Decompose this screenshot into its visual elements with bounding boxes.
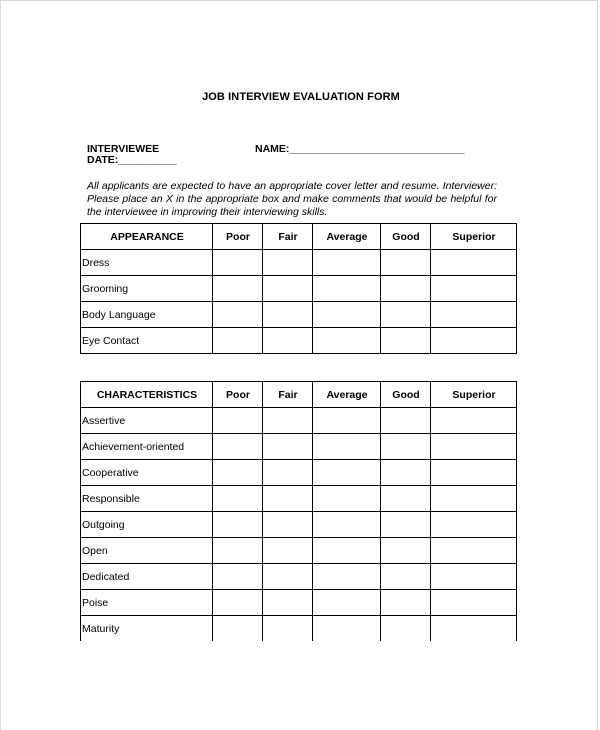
rating-cell[interactable] <box>213 302 263 328</box>
rating-cell[interactable] <box>263 460 313 486</box>
rating-cell[interactable] <box>313 512 381 538</box>
rating-cell[interactable] <box>381 512 431 538</box>
rating-cell[interactable] <box>381 250 431 276</box>
table-row <box>81 302 517 328</box>
row-label: Poise <box>81 590 213 616</box>
row-label: Open <box>81 538 213 564</box>
rating-cell[interactable] <box>213 276 263 302</box>
rating-cell[interactable] <box>381 328 431 354</box>
rating-cell[interactable] <box>263 564 313 590</box>
rating-cell[interactable] <box>313 434 381 460</box>
appearance-table <box>80 223 517 354</box>
row-label: Eye Contact <box>81 328 213 354</box>
col-average: Average <box>313 382 381 408</box>
table-row <box>81 538 517 564</box>
characteristics-header: CHARACTERISTICS <box>81 382 213 408</box>
rating-cell[interactable] <box>213 512 263 538</box>
rating-cell[interactable] <box>263 408 313 434</box>
rating-cell[interactable] <box>313 564 381 590</box>
col-good: Good <box>381 382 431 408</box>
rating-cell[interactable] <box>381 302 431 328</box>
rating-cell[interactable] <box>431 276 517 302</box>
rating-cell[interactable] <box>213 408 263 434</box>
rating-cell[interactable] <box>213 250 263 276</box>
rating-cell[interactable] <box>381 564 431 590</box>
table-row <box>81 434 517 460</box>
table-row <box>81 616 517 642</box>
rating-cell[interactable] <box>213 538 263 564</box>
table-header-row <box>81 224 517 250</box>
rating-cell[interactable] <box>213 328 263 354</box>
rating-cell[interactable] <box>263 590 313 616</box>
row-label: Assertive <box>81 408 213 434</box>
rating-cell[interactable] <box>213 434 263 460</box>
rating-cell[interactable] <box>431 408 517 434</box>
row-label: Outgoing <box>81 512 213 538</box>
row-label: Dress <box>81 250 213 276</box>
rating-cell[interactable] <box>213 590 263 616</box>
rating-cell[interactable] <box>313 408 381 434</box>
rating-cell[interactable] <box>313 302 381 328</box>
col-average: Average <box>313 224 381 250</box>
table-row <box>81 564 517 590</box>
characteristics-table <box>80 381 517 641</box>
rating-cell[interactable] <box>381 460 431 486</box>
appearance-header: APPEARANCE <box>81 224 213 250</box>
rating-cell[interactable] <box>263 250 313 276</box>
row-label: Responsible <box>81 486 213 512</box>
rating-cell[interactable] <box>431 460 517 486</box>
table-row <box>81 276 517 302</box>
rating-cell[interactable] <box>263 486 313 512</box>
row-label: Maturity <box>81 616 213 642</box>
rating-cell[interactable] <box>381 486 431 512</box>
col-fair: Fair <box>263 382 313 408</box>
rating-cell[interactable] <box>381 590 431 616</box>
rating-cell[interactable] <box>381 538 431 564</box>
rating-cell[interactable] <box>431 616 517 642</box>
rating-cell[interactable] <box>381 276 431 302</box>
table-row <box>81 486 517 512</box>
table-row <box>81 328 517 354</box>
rating-cell[interactable] <box>431 302 517 328</box>
col-good: Good <box>381 224 431 250</box>
interviewee-label: INTERVIEWEE <box>87 143 160 155</box>
rating-cell[interactable] <box>213 564 263 590</box>
rating-cell[interactable] <box>313 538 381 564</box>
row-label: Dedicated <box>81 564 213 590</box>
col-poor: Poor <box>213 224 263 250</box>
rating-cell[interactable] <box>313 276 381 302</box>
row-label: Grooming <box>81 276 213 302</box>
rating-cell[interactable] <box>313 250 381 276</box>
table-row <box>81 250 517 276</box>
col-superior: Superior <box>431 382 517 408</box>
rating-cell[interactable] <box>313 616 381 642</box>
rating-cell[interactable] <box>381 408 431 434</box>
rating-cell[interactable] <box>213 486 263 512</box>
rating-cell[interactable] <box>431 434 517 460</box>
rating-cell[interactable] <box>431 590 517 616</box>
date-field: DATE:__________ <box>87 154 177 166</box>
table-row <box>81 590 517 616</box>
rating-cell[interactable] <box>431 486 517 512</box>
col-fair: Fair <box>263 224 313 250</box>
col-superior: Superior <box>431 224 517 250</box>
table-row <box>81 512 517 538</box>
rating-cell[interactable] <box>431 250 517 276</box>
row-label: Achievement-oriented <box>81 434 213 460</box>
rating-cell[interactable] <box>431 328 517 354</box>
instructions-text: All applicants are expected to have an appropriate cover letter and resume. Interviewer: Please place an X in the appropriate box and make comments that would be helpful for the interviewee in improving their interviewing skills. <box>87 180 497 218</box>
rating-cell[interactable] <box>263 328 313 354</box>
rating-cell[interactable] <box>381 616 431 642</box>
rating-cell[interactable] <box>431 564 517 590</box>
rating-cell[interactable] <box>313 486 381 512</box>
row-label: Cooperative <box>81 460 213 486</box>
rating-cell[interactable] <box>263 302 313 328</box>
rating-cell[interactable] <box>263 276 313 302</box>
form-title: JOB INTERVIEW EVALUATION FORM <box>202 91 400 103</box>
table-row <box>81 460 517 486</box>
rating-cell[interactable] <box>431 538 517 564</box>
rating-cell[interactable] <box>263 538 313 564</box>
name-field: NAME:______________________________ <box>255 143 465 155</box>
table-header-row <box>81 382 517 408</box>
rating-cell[interactable] <box>263 512 313 538</box>
rating-cell[interactable] <box>213 616 263 642</box>
rating-cell[interactable] <box>263 616 313 642</box>
rating-cell[interactable] <box>381 434 431 460</box>
rating-cell[interactable] <box>313 590 381 616</box>
rating-cell[interactable] <box>431 512 517 538</box>
row-label: Body Language <box>81 302 213 328</box>
table-row <box>81 408 517 434</box>
rating-cell[interactable] <box>313 460 381 486</box>
rating-cell[interactable] <box>263 434 313 460</box>
rating-cell[interactable] <box>213 460 263 486</box>
rating-cell[interactable] <box>313 328 381 354</box>
col-poor: Poor <box>213 382 263 408</box>
